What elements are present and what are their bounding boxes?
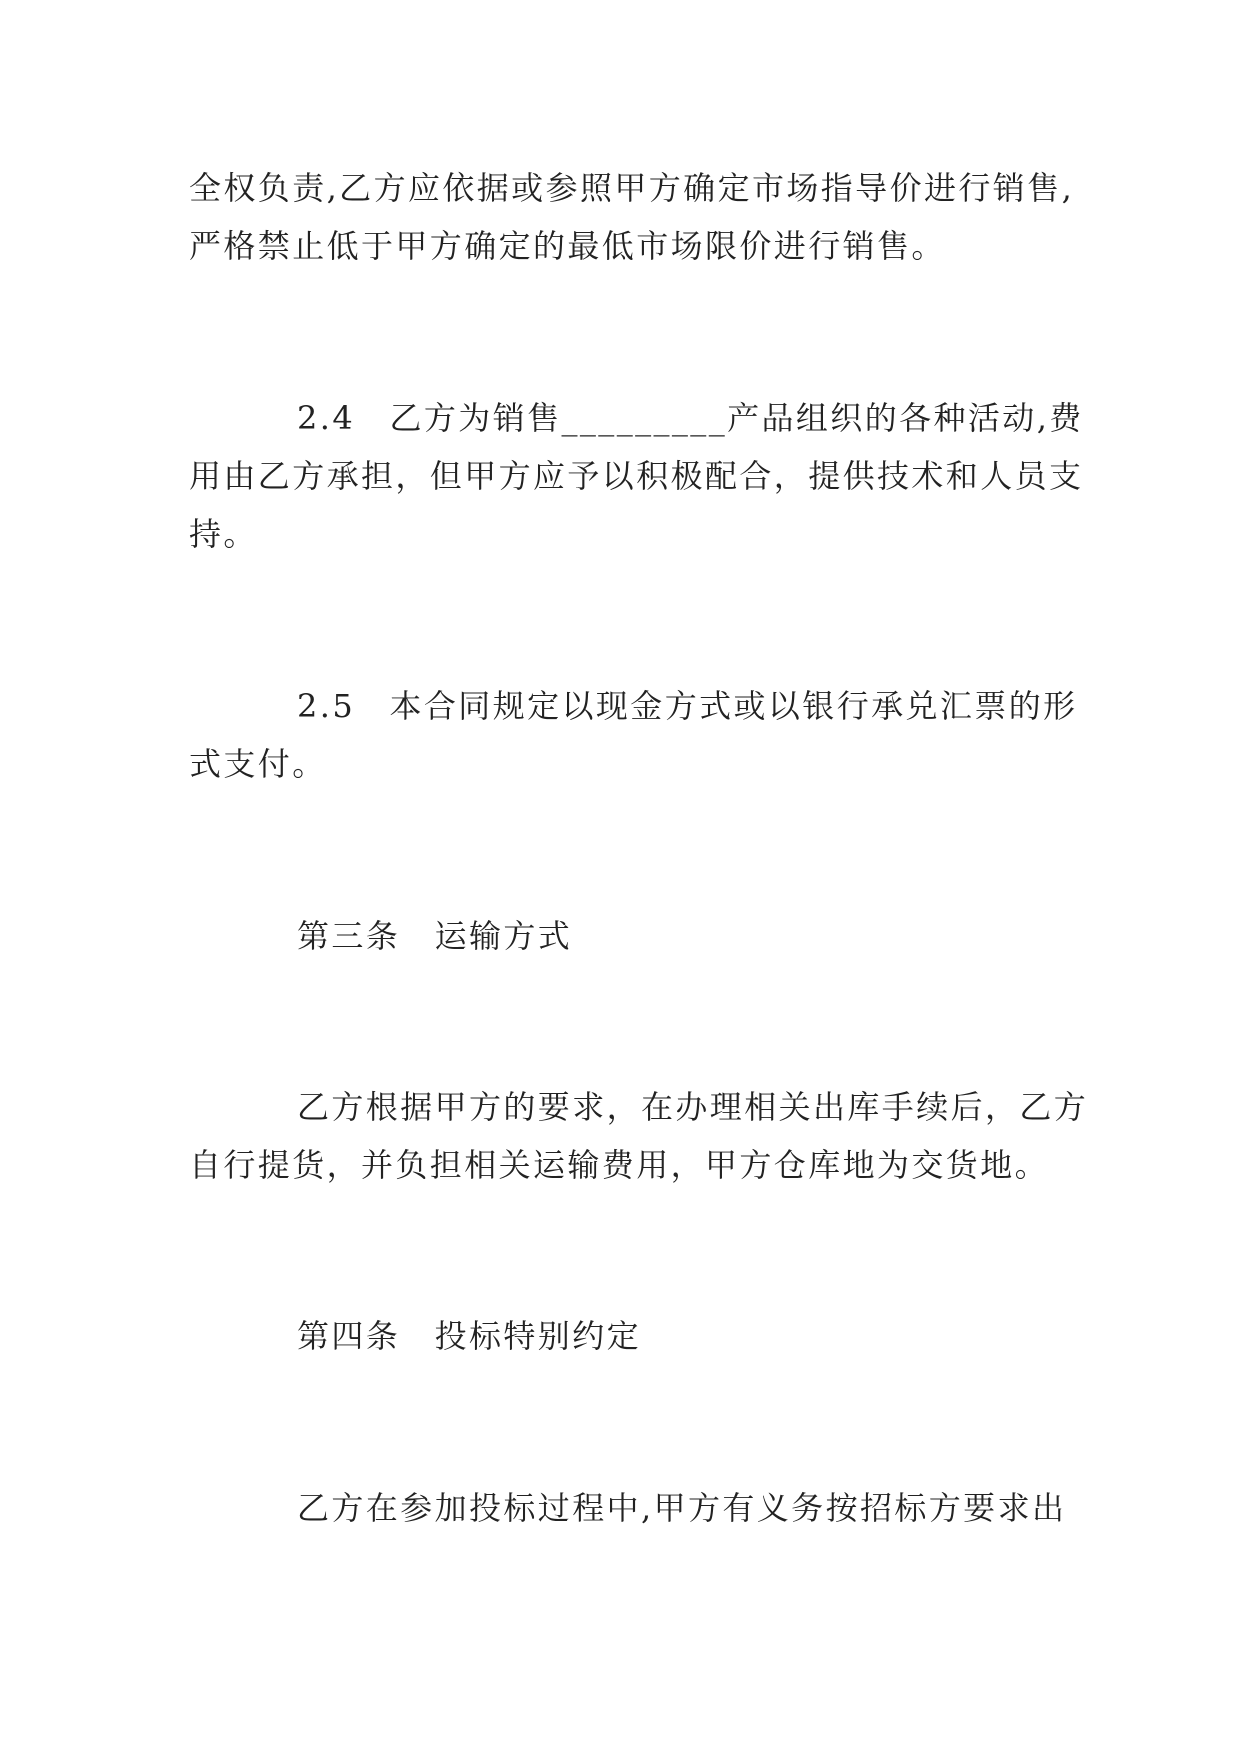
article-4-body-line: 乙方在参加投标过程中,甲方有义务按招标方要求出: [297, 1489, 1067, 1527]
clause-2-4-line: 2.4 乙方为销售_________产品组织的各种活动,费: [297, 399, 1084, 437]
clause-2-4-line: 用由乙方承担，但甲方应予以积极配合，提供技术和人员支: [189, 457, 1084, 495]
paragraph-line: 严格禁止低于甲方确定的最低市场限价进行销售。: [189, 227, 946, 265]
clause-2-5-line: 式支付。: [189, 745, 327, 783]
clause-2-5-line: 2.5 本合同规定以现金方式或以银行承兑汇票的形: [297, 687, 1078, 725]
article-3-body-line: 乙方根据甲方的要求，在办理相关出库手续后，乙方: [297, 1088, 1089, 1126]
paragraph-line: 全权负责,乙方应依据或参照甲方确定市场指导价进行销售,: [189, 169, 1075, 207]
article-3-body-line: 自行提货，并负担相关运输费用，甲方仓库地为交货地。: [189, 1146, 1050, 1184]
clause-2-4-line: 持。: [189, 515, 258, 553]
article-4-heading: 第四条 投标特别约定: [297, 1317, 642, 1355]
article-3-heading: 第三条 运输方式: [297, 917, 573, 955]
